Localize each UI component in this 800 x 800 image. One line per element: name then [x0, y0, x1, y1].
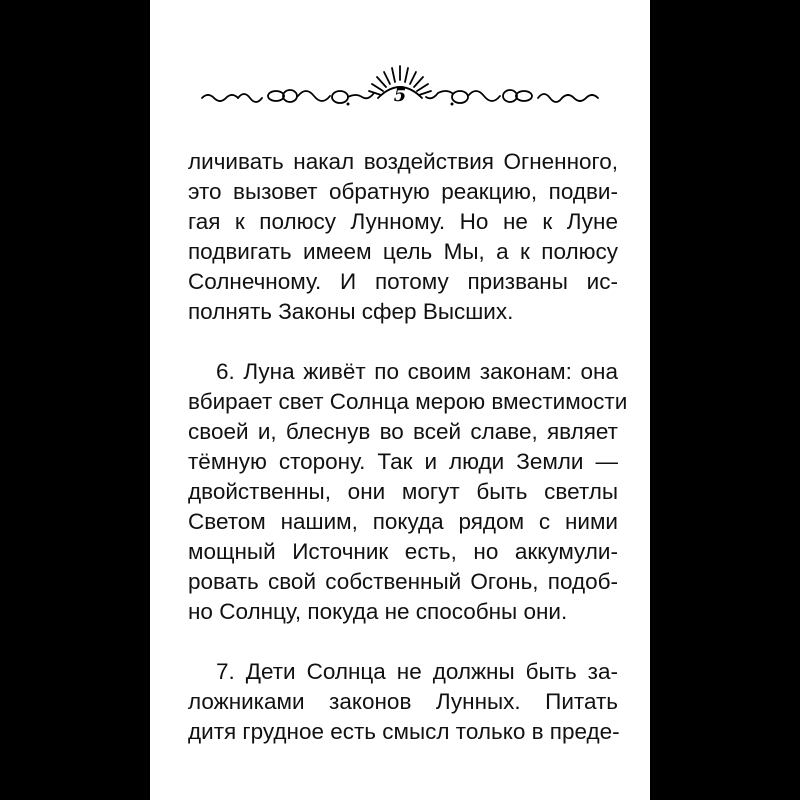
- page-body-text: [188, 147, 628, 777]
- text-line: подвигать имеем цель Мы, а к полюсу: [188, 239, 618, 264]
- text-line: 6. Луна живёт по своим законам: она: [216, 359, 618, 384]
- text-line: личивать накал воздействия Огненного,: [188, 149, 618, 174]
- text-line: дитя грудное есть смысл только в преде-: [188, 719, 620, 744]
- text-line: вбирает свет Солнца мерою вместимости: [188, 389, 628, 414]
- text-line: Светом нашим, покуда рядом с ними: [188, 509, 618, 534]
- paragraph-continuation: [188, 147, 618, 327]
- text-line: ровать свой собственный Огонь, подоб-: [188, 569, 618, 594]
- text-line: двойственны, они могут быть светлы: [188, 479, 618, 504]
- text-line: полнять Законы сфер Высших.: [188, 299, 514, 324]
- text-line: Солнечному. И потому призваны ис-: [188, 269, 618, 294]
- text-line: мощный Источник есть, но аккумули-: [188, 539, 618, 564]
- text-line: тёмную сторону. Так и люди Земли —: [188, 449, 618, 474]
- page-number: 5: [393, 85, 407, 106]
- paragraph-6: [188, 357, 628, 627]
- text-line: но Солнцу, покуда не способны они.: [188, 599, 568, 624]
- paragraph-7: [188, 657, 618, 747]
- text-line: ложниками законов Лунных. Питать: [188, 689, 618, 714]
- left-black-border: [0, 0, 150, 800]
- text-line: своей и, блеснув во всей славе, являет: [188, 419, 618, 444]
- book-page: [150, 0, 650, 800]
- text-line: это вызовет обратную реакцию, подви-: [188, 179, 618, 204]
- right-black-border: [650, 0, 800, 800]
- text-line: гая к полюсу Лунному. Но не к Луне: [188, 209, 618, 234]
- text-line: 7. Дети Солнца не должны быть за-: [216, 659, 618, 684]
